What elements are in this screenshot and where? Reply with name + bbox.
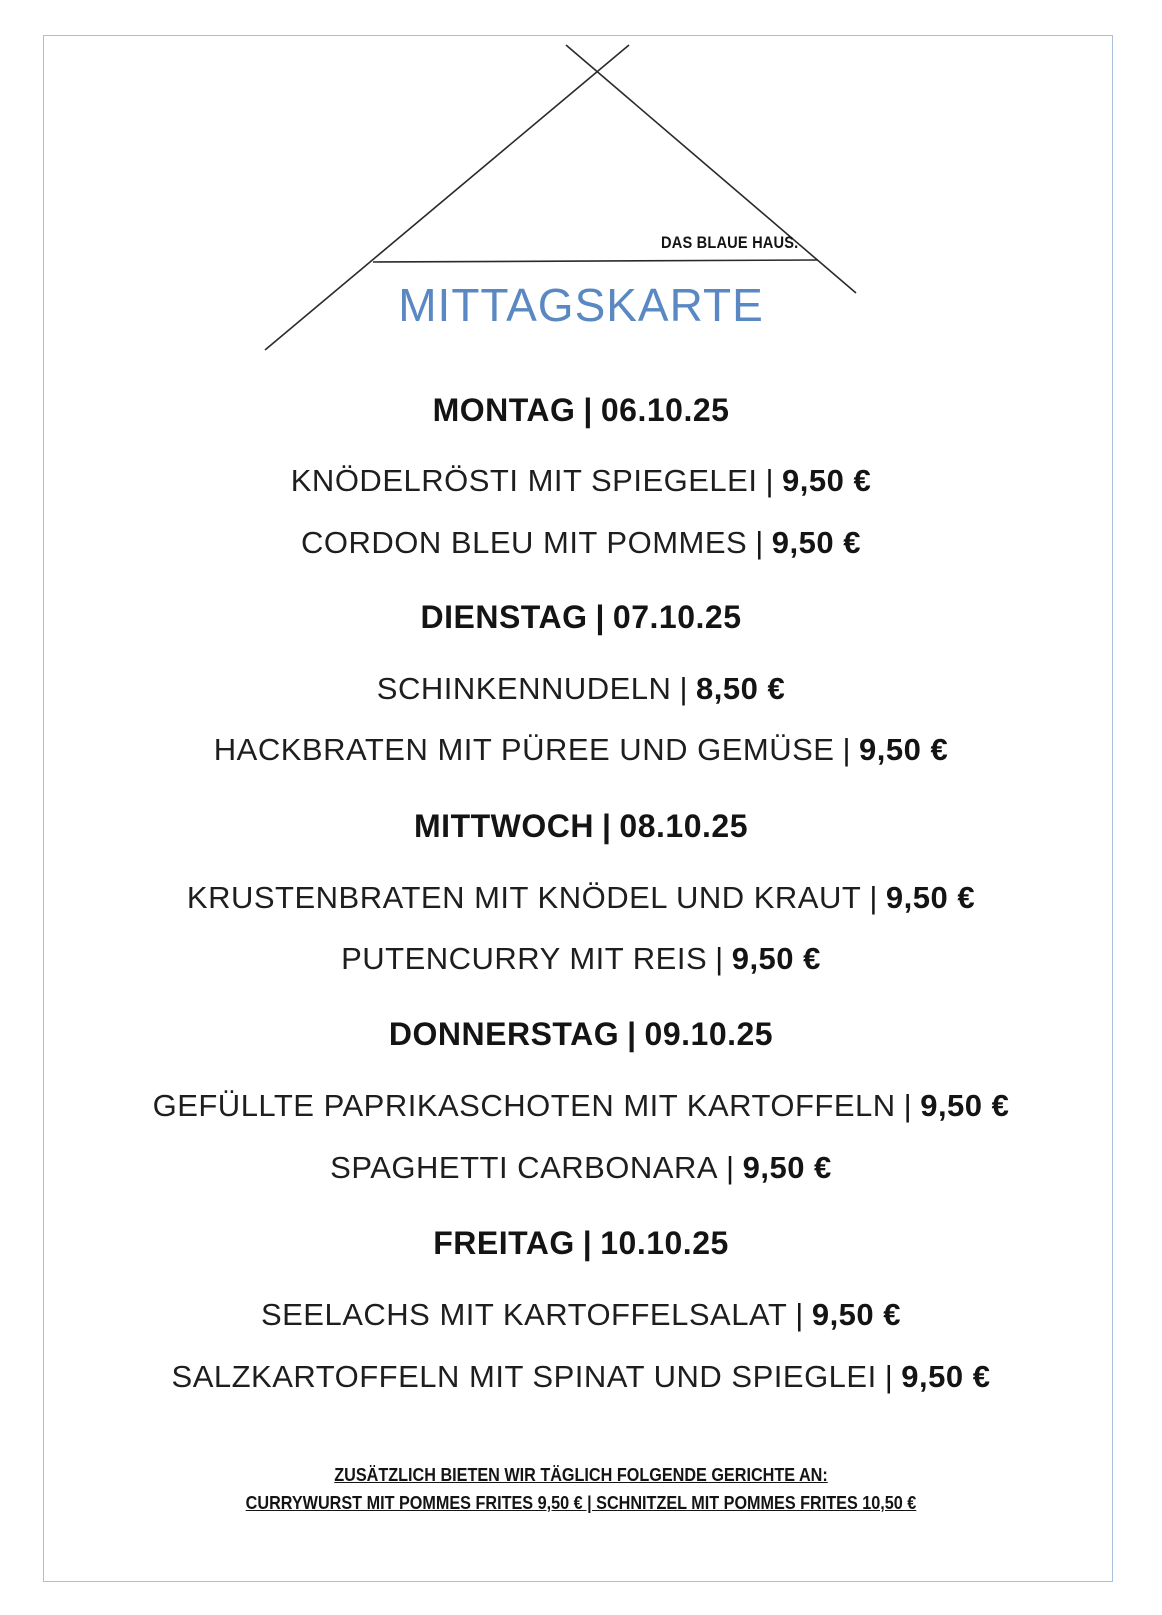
day-label: MITTWOCH <box>414 808 594 844</box>
roof-line-right <box>566 45 856 293</box>
dish-price: 9,50 € <box>731 941 821 976</box>
menu-item: CORDON BLEU MIT POMMES | 9,50 € <box>301 525 861 560</box>
menu-item: SCHINKENNUDELN | 8,50 € <box>376 671 786 706</box>
dish-name: GEFÜLLTE PAPRIKASCHOTEN MIT KARTOFFELN <box>152 1088 896 1123</box>
dish-name: SPAGHETTI CARBONARA <box>330 1150 719 1185</box>
day-heading-wednesday: MITTWOCH | 08.10.25 <box>414 808 748 844</box>
dish-name: SALZKARTOFFELN MIT SPINAT UND SPIEGLEI <box>171 1359 877 1394</box>
dish-price: 9,50 € <box>920 1088 1010 1123</box>
day-date: 09.10.25 <box>644 1016 774 1052</box>
dish-name: SCHINKENNUDELN <box>376 671 672 706</box>
day-heading-tuesday: DIENSTAG | 07.10.25 <box>420 599 742 635</box>
day-label: DONNERSTAG <box>388 1016 620 1052</box>
day-heading-friday: FREITAG | 10.10.25 <box>433 1225 729 1261</box>
day-label: FREITAG <box>433 1225 575 1261</box>
menu-item: GEFÜLLTE PAPRIKASCHOTEN MIT KARTOFFELN | 9,50 € <box>152 1088 1010 1123</box>
day-date: 10.10.25 <box>600 1225 729 1261</box>
footer-note-line1: ZUSÄTZLICH BIETEN WIR TÄGLICH FOLGENDE GERICHTE AN: <box>334 1465 828 1485</box>
dish-price: 9,50 € <box>885 880 976 915</box>
dish-price: 9,50 € <box>901 1359 991 1394</box>
menu-item: SALZKARTOFFELN MIT SPINAT UND SPIEGLEI | 9,50 € <box>171 1359 991 1394</box>
dish-name: HACKBRATEN MIT PÜREE UND GEMÜSE <box>213 732 835 767</box>
dish-price: 8,50 € <box>696 671 786 706</box>
menu-item: PUTENCURRY MIT REIS | 9,50 € <box>341 941 821 976</box>
day-label: DIENSTAG <box>420 599 588 635</box>
day-heading-thursday: DONNERSTAG | 09.10.25 <box>388 1016 774 1052</box>
day-date: 08.10.25 <box>619 808 748 844</box>
menu-item: KRUSTENBRATEN MIT KNÖDEL UND KRAUT | 9,50 € <box>186 880 976 915</box>
dish-price: 9,50 € <box>811 1297 902 1332</box>
footer-note-line2: CURRYWURST MIT POMMES FRITES 9,50 € | SCHNITZEL MIT POMMES FRITES 10,50 € <box>245 1493 917 1513</box>
dish-name: CORDON BLEU MIT POMMES <box>301 525 748 560</box>
menu-item: HACKBRATEN MIT PÜREE UND GEMÜSE | 9,50 € <box>213 732 949 767</box>
dish-price: 9,50 € <box>782 463 872 498</box>
dish-name: PUTENCURRY MIT REIS <box>341 941 708 976</box>
roof-base-line <box>373 260 818 262</box>
day-date: 07.10.25 <box>612 599 742 635</box>
dish-name: KNÖDELRÖSTI MIT SPIEGELEI <box>290 463 758 498</box>
day-date: 06.10.25 <box>600 392 730 428</box>
brand-name: DAS BLAUE HAUS. <box>661 233 799 252</box>
menu-item: KNÖDELRÖSTI MIT SPIEGELEI | 9,50 € <box>290 463 872 498</box>
menu-item: SEELACHS MIT KARTOFFELSALAT | 9,50 € <box>260 1297 902 1332</box>
dish-price: 9,50 € <box>859 732 949 767</box>
page-title: MITTAGSKARTE <box>398 279 764 331</box>
day-label: MONTAG <box>432 392 576 428</box>
dish-price: 9,50 € <box>771 525 861 560</box>
menu-item: SPAGHETTI CARBONARA | 9,50 € <box>330 1150 832 1185</box>
day-heading-monday: MONTAG | 06.10.25 <box>432 392 730 428</box>
dish-name: SEELACHS MIT KARTOFFELSALAT <box>260 1297 788 1332</box>
dish-name: KRUSTENBRATEN MIT KNÖDEL UND KRAUT <box>186 880 862 915</box>
dish-price: 9,50 € <box>742 1150 832 1185</box>
